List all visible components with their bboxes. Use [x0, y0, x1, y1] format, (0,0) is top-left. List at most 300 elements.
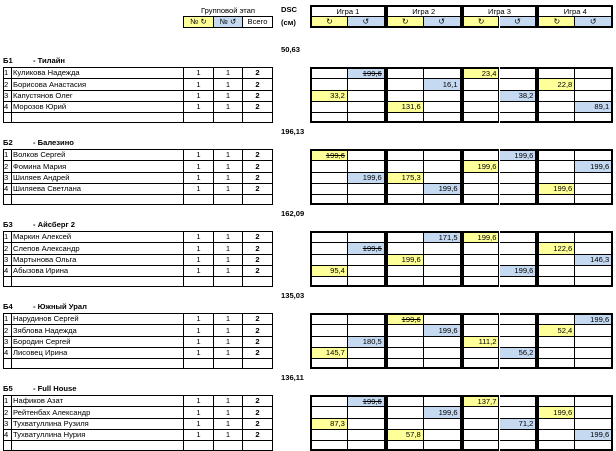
empty-score-cell	[348, 101, 386, 112]
empty-score-cell	[424, 112, 462, 123]
empty-score-cell	[348, 276, 386, 287]
empty-score-cell	[310, 172, 348, 183]
player-count-ccw: 1	[213, 172, 242, 183]
empty-score-cell	[537, 160, 575, 171]
player-number: 1	[3, 67, 11, 78]
group-stage-header: Групповой этап	[200, 5, 256, 15]
empty-score-cell	[348, 347, 386, 358]
player-count-cw: 1	[183, 242, 213, 253]
empty-score-cell	[500, 183, 538, 194]
player-total	[242, 276, 273, 287]
score-cell: 16,1	[424, 78, 462, 89]
team-name: - Тилайн	[33, 55, 65, 65]
empty-score-cell	[348, 324, 386, 335]
player-name	[11, 194, 183, 205]
empty-score-cell	[575, 347, 613, 358]
player-name	[11, 358, 183, 369]
empty-score-cell	[575, 265, 613, 276]
score-cell: 23,4	[462, 67, 500, 78]
empty-score-cell	[310, 336, 348, 347]
empty-score-cell	[500, 67, 538, 78]
empty-score-cell	[537, 172, 575, 183]
player-count-ccw: 1	[213, 347, 242, 358]
empty-score-cell	[310, 395, 348, 406]
score-cell: 57,8	[386, 429, 424, 440]
player-number	[3, 112, 11, 123]
player-name: Зяблова Надежда	[11, 324, 183, 335]
player-count-cw: 1	[183, 149, 213, 160]
empty-score-cell	[424, 67, 462, 78]
score-cell: 52,4	[537, 324, 575, 335]
player-total	[242, 194, 273, 205]
player-name	[11, 112, 183, 123]
empty-score-cell	[537, 254, 575, 265]
empty-score-cell	[500, 336, 538, 347]
player-number: 4	[3, 429, 11, 440]
score-cell: 199,6	[424, 406, 462, 417]
empty-score-cell	[462, 90, 500, 101]
empty-score-cell	[310, 160, 348, 171]
player-name: Рейтенбах Александр	[11, 406, 183, 417]
empty-score-cell	[424, 429, 462, 440]
empty-score-cell	[310, 112, 348, 123]
player-count-ccw: 1	[213, 90, 242, 101]
player-number: 3	[3, 418, 11, 429]
empty-score-cell	[537, 265, 575, 276]
empty-score-cell	[424, 336, 462, 347]
empty-score-cell	[575, 90, 613, 101]
player-count-ccw: 1	[213, 429, 242, 440]
player-count-cw	[183, 358, 213, 369]
empty-score-cell	[424, 242, 462, 253]
game-3-cw-icon: ↻	[462, 16, 500, 28]
player-name: Шиляев Андрей	[11, 172, 183, 183]
game-4-cw-icon: ↻	[537, 16, 575, 28]
empty-score-cell	[348, 160, 386, 171]
empty-score-cell	[500, 395, 538, 406]
player-total: 2	[242, 265, 273, 276]
empty-score-cell	[462, 194, 500, 205]
score-cell: 89,1	[575, 101, 613, 112]
empty-score-cell	[386, 112, 424, 123]
score-cell: 199,6	[424, 183, 462, 194]
score-cell: 131,6	[386, 101, 424, 112]
player-total	[242, 358, 273, 369]
empty-score-cell	[386, 149, 424, 160]
col-no-ccw-header: № ↺	[213, 16, 242, 28]
empty-score-cell	[500, 406, 538, 417]
empty-score-cell	[386, 265, 424, 276]
player-total	[242, 112, 273, 123]
score-cell: 111,2	[462, 336, 500, 347]
empty-score-cell	[462, 101, 500, 112]
empty-score-cell	[500, 242, 538, 253]
player-count-ccw: 1	[213, 67, 242, 78]
player-total: 2	[242, 242, 273, 253]
player-name: Борисова Анастасия	[11, 78, 183, 89]
empty-score-cell	[462, 276, 500, 287]
player-count-ccw: 1	[213, 242, 242, 253]
score-cell: 71,2	[500, 418, 538, 429]
score-cell: 199,6	[348, 172, 386, 183]
empty-score-cell	[500, 194, 538, 205]
team-name: - Балезино	[33, 137, 74, 147]
player-name: Лисовец Ирина	[11, 347, 183, 358]
team-code: Б1	[3, 55, 13, 65]
empty-score-cell	[310, 324, 348, 335]
empty-score-cell	[386, 231, 424, 242]
player-count-ccw: 1	[213, 395, 242, 406]
score-cell: 33,2	[310, 90, 348, 101]
empty-score-cell	[462, 347, 500, 358]
player-number: 4	[3, 265, 11, 276]
empty-score-cell	[500, 112, 538, 123]
empty-score-cell	[537, 231, 575, 242]
empty-score-cell	[386, 67, 424, 78]
player-total: 2	[242, 347, 273, 358]
team-dsc: 162,09	[281, 210, 305, 218]
empty-score-cell	[386, 324, 424, 335]
empty-score-cell	[348, 112, 386, 123]
player-number: 1	[3, 313, 11, 324]
player-name	[11, 276, 183, 287]
player-count-cw: 1	[183, 90, 213, 101]
player-count-ccw: 1	[213, 254, 242, 265]
empty-score-cell	[537, 276, 575, 287]
empty-score-cell	[386, 336, 424, 347]
player-count-ccw: 1	[213, 313, 242, 324]
score-cell: 180,5	[348, 336, 386, 347]
team-dsc: 136,11	[281, 374, 304, 382]
empty-score-cell	[575, 324, 613, 335]
empty-score-cell	[348, 194, 386, 205]
player-number: 2	[3, 324, 11, 335]
empty-score-cell	[386, 418, 424, 429]
game-4-ccw-icon: ↺	[575, 16, 613, 28]
empty-score-cell	[386, 406, 424, 417]
player-count-cw: 1	[183, 160, 213, 171]
player-number: 2	[3, 406, 11, 417]
empty-score-cell	[348, 183, 386, 194]
team-dsc: 196,13	[281, 128, 305, 136]
empty-score-cell	[348, 418, 386, 429]
empty-score-cell	[537, 418, 575, 429]
empty-score-cell	[462, 324, 500, 335]
score-cell: 199,6	[575, 429, 613, 440]
score-cell: 38,2	[500, 90, 538, 101]
score-cell: 199,6	[500, 265, 538, 276]
empty-score-cell	[310, 194, 348, 205]
player-count-ccw	[213, 358, 242, 369]
empty-score-cell	[500, 276, 538, 287]
empty-score-cell	[575, 242, 613, 253]
empty-score-cell	[310, 78, 348, 89]
empty-score-cell	[386, 358, 424, 369]
team-code: Б4	[3, 301, 13, 311]
empty-score-cell	[310, 101, 348, 112]
empty-score-cell	[386, 347, 424, 358]
player-number: 3	[3, 336, 11, 347]
empty-score-cell	[462, 406, 500, 417]
player-count-ccw: 1	[213, 418, 242, 429]
empty-score-cell	[537, 395, 575, 406]
score-cell: 199,6	[348, 242, 386, 253]
empty-score-cell	[462, 254, 500, 265]
player-count-cw: 1	[183, 254, 213, 265]
empty-score-cell	[424, 418, 462, 429]
empty-score-cell	[348, 254, 386, 265]
score-cell: 199,6	[348, 395, 386, 406]
game-1-header: Игра 1	[310, 5, 386, 16]
empty-score-cell	[310, 429, 348, 440]
player-count-ccw: 1	[213, 324, 242, 335]
empty-score-cell	[575, 67, 613, 78]
score-cell: 87,3	[310, 418, 348, 429]
empty-score-cell	[462, 78, 500, 89]
score-cell: 199,6	[462, 231, 500, 242]
player-name: Нарудинов Сергей	[11, 313, 183, 324]
empty-score-cell	[386, 160, 424, 171]
empty-score-cell	[537, 67, 575, 78]
player-name: Капустянов Олег	[11, 90, 183, 101]
game-2-ccw-icon: ↺	[424, 16, 462, 28]
empty-score-cell	[386, 276, 424, 287]
player-name: Морозов Юрий	[11, 101, 183, 112]
empty-score-cell	[500, 429, 538, 440]
player-number: 3	[3, 254, 11, 265]
player-count-cw: 1	[183, 231, 213, 242]
team-code: Б5	[3, 383, 13, 393]
empty-score-cell	[575, 395, 613, 406]
empty-score-cell	[575, 231, 613, 242]
player-number: 4	[3, 183, 11, 194]
empty-score-cell	[500, 231, 538, 242]
player-count-ccw: 1	[213, 336, 242, 347]
empty-score-cell	[386, 78, 424, 89]
player-name: Куликова Надежда	[11, 67, 183, 78]
empty-score-cell	[537, 101, 575, 112]
empty-score-cell	[575, 112, 613, 123]
empty-score-cell	[310, 406, 348, 417]
player-count-cw: 1	[183, 183, 213, 194]
empty-score-cell	[575, 78, 613, 89]
empty-score-cell	[310, 313, 348, 324]
player-count-cw	[183, 276, 213, 287]
empty-score-cell	[310, 276, 348, 287]
empty-score-cell	[424, 172, 462, 183]
empty-score-cell	[424, 194, 462, 205]
player-name: Маркин Алексей	[11, 231, 183, 242]
player-name: Мартынова Ольга	[11, 254, 183, 265]
empty-score-cell	[537, 347, 575, 358]
player-count-cw	[183, 112, 213, 123]
player-total: 2	[242, 406, 273, 417]
player-number: 3	[3, 90, 11, 101]
score-cell: 122,6	[537, 242, 575, 253]
player-total: 2	[242, 429, 273, 440]
empty-score-cell	[462, 265, 500, 276]
empty-score-cell	[462, 172, 500, 183]
empty-score-cell	[424, 313, 462, 324]
empty-score-cell	[537, 149, 575, 160]
empty-score-cell	[575, 418, 613, 429]
player-count-cw: 1	[183, 347, 213, 358]
empty-score-cell	[500, 358, 538, 369]
empty-score-cell	[424, 160, 462, 171]
player-number: 1	[3, 231, 11, 242]
team-name: - Full House	[33, 383, 77, 393]
empty-score-cell	[424, 265, 462, 276]
empty-score-cell	[537, 112, 575, 123]
empty-score-cell	[348, 231, 386, 242]
empty-score-cell	[348, 429, 386, 440]
empty-score-cell	[310, 358, 348, 369]
player-count-cw: 1	[183, 336, 213, 347]
score-cell: 199,6	[575, 160, 613, 171]
player-total: 2	[242, 231, 273, 242]
player-count-cw: 1	[183, 101, 213, 112]
empty-score-cell	[348, 90, 386, 101]
player-total: 2	[242, 395, 273, 406]
empty-score-cell	[575, 358, 613, 369]
empty-score-cell	[575, 336, 613, 347]
score-cell: 199,6	[462, 160, 500, 171]
empty-score-cell	[537, 358, 575, 369]
empty-score-cell	[348, 313, 386, 324]
game-3-header: Игра 3	[462, 5, 538, 16]
score-cell: 56,2	[500, 347, 538, 358]
player-count-ccw: 1	[213, 406, 242, 417]
player-name: Бородин Сергей	[11, 336, 183, 347]
player-name: Абызова Ирина	[11, 265, 183, 276]
player-count-cw	[183, 194, 213, 205]
empty-score-cell	[462, 183, 500, 194]
empty-score-cell	[462, 358, 500, 369]
player-number	[3, 276, 11, 287]
team-name: - Южный Урал	[33, 301, 87, 311]
player-total: 2	[242, 336, 273, 347]
empty-score-cell	[500, 78, 538, 89]
player-count-ccw: 1	[213, 160, 242, 171]
player-total: 2	[242, 418, 273, 429]
score-cell: 199,6	[537, 183, 575, 194]
player-count-cw: 1	[183, 429, 213, 440]
empty-score-cell	[424, 358, 462, 369]
empty-score-cell	[424, 101, 462, 112]
empty-score-cell	[348, 358, 386, 369]
player-number: 4	[3, 347, 11, 358]
player-name: Тухватуллина Нурия	[11, 429, 183, 440]
player-count-ccw	[213, 112, 242, 123]
player-count-cw: 1	[183, 265, 213, 276]
team-code: Б2	[3, 137, 13, 147]
empty-score-cell	[462, 149, 500, 160]
player-total: 2	[242, 101, 273, 112]
empty-score-cell	[537, 313, 575, 324]
player-name: Фомина Мария	[11, 160, 183, 171]
player-number: 1	[3, 149, 11, 160]
player-count-ccw: 1	[213, 231, 242, 242]
player-count-cw: 1	[183, 406, 213, 417]
empty-score-cell	[424, 90, 462, 101]
empty-score-cell	[424, 276, 462, 287]
dsc-header: DSC	[281, 6, 298, 14]
player-name: Волков Сергей	[11, 149, 183, 160]
player-count-ccw: 1	[213, 183, 242, 194]
empty-score-cell	[348, 406, 386, 417]
empty-score-cell	[500, 101, 538, 112]
team-code: Б3	[3, 219, 13, 229]
player-count-cw: 1	[183, 172, 213, 183]
empty-score-cell	[310, 231, 348, 242]
empty-score-cell	[386, 90, 424, 101]
score-cell: 199,6	[424, 324, 462, 335]
col-total-header: Всего	[242, 16, 273, 28]
score-cell: 22,8	[537, 78, 575, 89]
player-total: 2	[242, 313, 273, 324]
empty-score-cell	[386, 242, 424, 253]
player-count-cw: 1	[183, 78, 213, 89]
empty-score-cell	[424, 254, 462, 265]
score-cell: 199,6	[537, 406, 575, 417]
score-cell: 199,6	[386, 254, 424, 265]
col-no-cw-header: № ↻	[183, 16, 213, 28]
game-2-cw-icon: ↻	[386, 16, 424, 28]
empty-score-cell	[386, 194, 424, 205]
empty-score-cell	[537, 90, 575, 101]
player-total: 2	[242, 78, 273, 89]
player-total: 2	[242, 324, 273, 335]
score-cell: 199,6	[310, 149, 348, 160]
player-name: Тухватуллина Рузиля	[11, 418, 183, 429]
player-number: 2	[3, 78, 11, 89]
score-cell: 145,7	[310, 347, 348, 358]
player-count-cw: 1	[183, 324, 213, 335]
player-count-ccw: 1	[213, 265, 242, 276]
player-total: 2	[242, 172, 273, 183]
player-count-ccw: 1	[213, 78, 242, 89]
score-cell: 95,4	[310, 265, 348, 276]
empty-score-cell	[310, 254, 348, 265]
empty-score-cell	[575, 149, 613, 160]
player-name: Нафиков Азат	[11, 395, 183, 406]
game-4-header: Игра 4	[537, 5, 613, 16]
empty-score-cell	[386, 395, 424, 406]
score-cell: 146,3	[575, 254, 613, 265]
empty-score-cell	[537, 336, 575, 347]
player-total: 2	[242, 183, 273, 194]
game-1-cw-icon: ↻	[310, 16, 348, 28]
game-3-ccw-icon: ↺	[500, 16, 538, 28]
empty-score-cell	[500, 324, 538, 335]
player-number: 3	[3, 172, 11, 183]
game-2-header: Игра 2	[386, 5, 462, 16]
team-dsc: 135,03	[281, 292, 305, 300]
empty-score-cell	[424, 395, 462, 406]
player-count-ccw	[213, 276, 242, 287]
empty-score-cell	[500, 313, 538, 324]
player-total: 2	[242, 149, 273, 160]
dsc-unit: (см)	[281, 19, 296, 27]
player-count-cw: 1	[183, 418, 213, 429]
empty-score-cell	[575, 194, 613, 205]
player-name: Шиляева Светлана	[11, 183, 183, 194]
player-number	[3, 194, 11, 205]
player-count-cw: 1	[183, 313, 213, 324]
empty-score-cell	[462, 242, 500, 253]
player-total: 2	[242, 160, 273, 171]
player-number	[3, 358, 11, 369]
